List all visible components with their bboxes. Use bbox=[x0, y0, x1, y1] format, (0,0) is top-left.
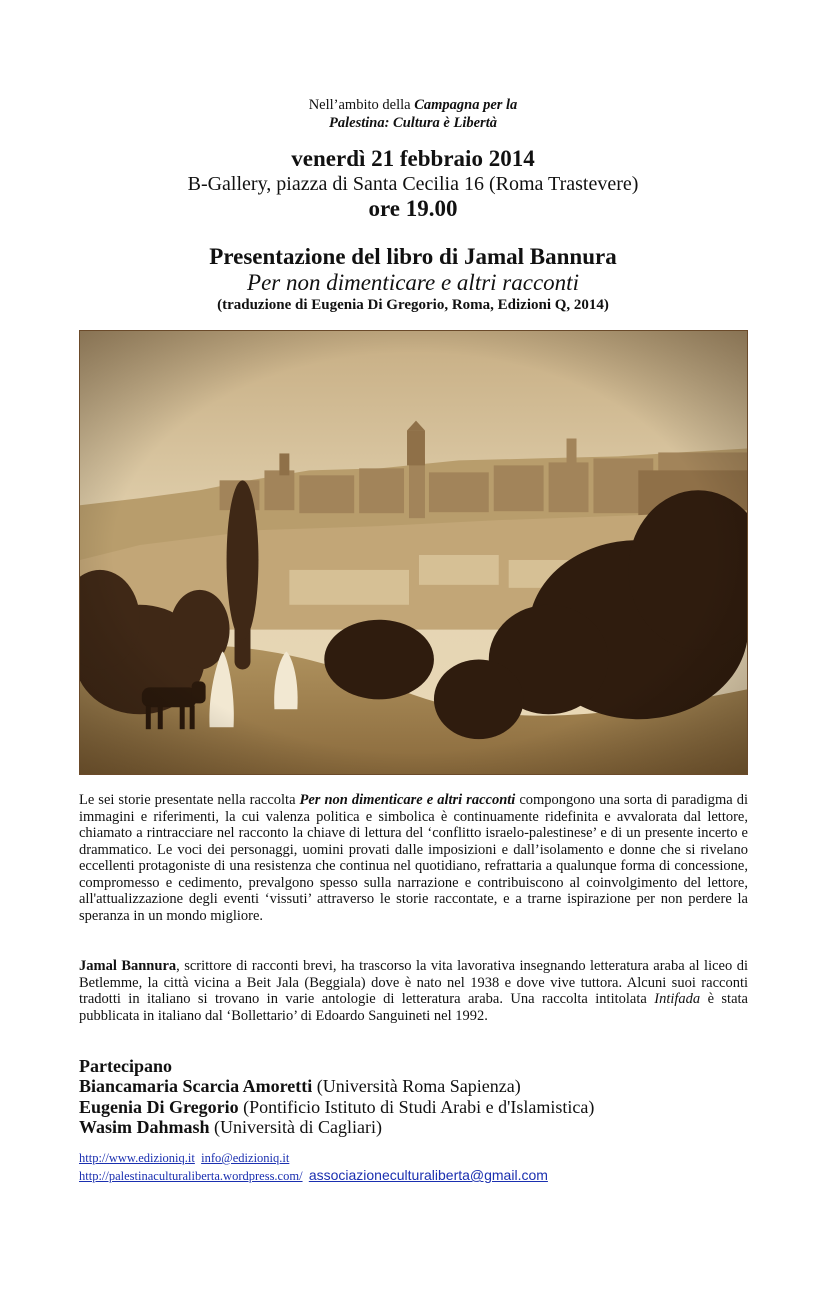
association-email-link[interactable]: associazioneculturaliberta@gmail.com bbox=[308, 1167, 548, 1183]
presentation-heading: Presentazione del libro di Jamal Bannura bbox=[209, 244, 617, 269]
participant-name: Biancamaria Scarcia Amoretti bbox=[79, 1076, 313, 1096]
photo-illustration bbox=[80, 331, 747, 774]
bio-text: , scrittore di racconti brevi, ha trascorso la vita lavorativa insegnando letteratura araba al liceo di Betlemme, la città vicina a Beit Jala (Beggiala) dove è nato nel 1938 e dove vive tuttora. Alcuni suoi racconti tradotti in italiano si trovano in varie antologie di letteratura araba. Una raccolta intitolata bbox=[79, 958, 748, 1007]
participant-row bbox=[79, 1076, 779, 1097]
edizioniq-website-link[interactable]: http://www.edizioniq.it bbox=[79, 1151, 195, 1165]
book-title: Per non dimenticare e altri racconti bbox=[247, 270, 579, 295]
campaign-name-line2: Palestina: Cultura è Libertà bbox=[329, 115, 497, 131]
participant-affiliation: (Pontificio Istituto di Studi Arabi e d'Islamistica) bbox=[238, 1096, 595, 1117]
description-paragraph bbox=[79, 792, 748, 924]
participant-affiliation: (Università Roma Sapienza) bbox=[312, 1076, 521, 1096]
event-date: venerdì 21 febbraio 2014 bbox=[291, 146, 535, 171]
bio-text-end: è stata pubblicata in italiano dal ‘Bollettario’ di Edoardo Sanguineti nel 1992. bbox=[79, 991, 748, 1024]
campaign-intro bbox=[0, 96, 826, 132]
participants-list bbox=[79, 1076, 779, 1138]
bio-intifada-title: Intifada bbox=[654, 991, 701, 1007]
desc-p1-before: Le sei storie presentate nella raccolta bbox=[79, 792, 300, 808]
participant-row bbox=[79, 1117, 779, 1138]
bethlehem-sepia-photo bbox=[79, 330, 748, 775]
campaign-name-line1: Campagna per la bbox=[414, 97, 518, 113]
participant-name: Eugenia Di Gregorio bbox=[79, 1096, 239, 1117]
participants-heading: Partecipano bbox=[79, 1056, 172, 1076]
translation-note: (traduzione di Eugenia Di Gregorio, Roma, Edizioni Q, 2014) bbox=[217, 297, 609, 313]
edizioniq-email-link[interactable]: info@edizioniq.it bbox=[201, 1151, 290, 1165]
author-name: Jamal Bannura bbox=[79, 958, 177, 974]
event-time: ore 19.00 bbox=[368, 196, 458, 221]
participant-name: Wasim Dahmash bbox=[79, 1117, 210, 1137]
blog-link[interactable]: http://palestinaculturaliberta.wordpress.com/ bbox=[79, 1169, 303, 1183]
contact-links bbox=[79, 1150, 779, 1185]
intro-prefix: Nell’ambito della bbox=[308, 97, 415, 113]
desc-p1-after: compongono una sorta di paradigma di immagini e riferimenti, la cui valenza politica e simbolica è continuamente ridefinita e avvalorata dal lettore, chiamato a rintracciare nel racconto la chiave di lettura del ‘conflitto israelo-palestinese’ e di un presente incerto e drammatico. Le voci dei personaggi, uomini provati dalle imposizioni e dall’isolamento e donne che si rivelano eccellenti protagoniste di una resistenza che continua nel quotidiano, refrattaria a qualunque forma di concessione, compromesso e cedimento, prevalgono spesso sulla narrazione e contribuiscono al coinvolgimento del lettore, all'attualizzazione degli eventi ‘vissuti’ attraverso le storie raccontate, e a trarne ispirazione per non perdere la speranza in un mondo migliore. bbox=[79, 792, 748, 924]
participant-row bbox=[79, 1097, 779, 1118]
participant-affiliation: (Università di Cagliari) bbox=[209, 1117, 382, 1137]
event-venue: B-Gallery, piazza di Santa Cecilia 16 (Roma Trastevere) bbox=[187, 173, 639, 195]
desc-book-title: Per non dimenticare e altri racconti bbox=[299, 792, 516, 808]
author-bio-paragraph bbox=[79, 958, 748, 1024]
